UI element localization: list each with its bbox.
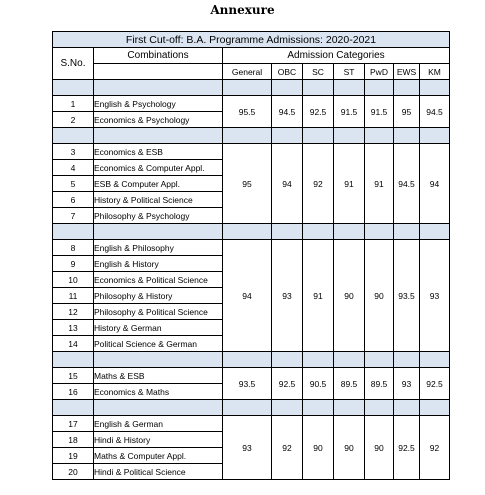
combination-cell: English & German — [94, 416, 223, 432]
cutoff-value-cell: 93.5 — [223, 368, 272, 400]
serial-number-cell: 14 — [53, 336, 94, 352]
category-header: SC — [303, 64, 334, 80]
separator-cell — [53, 80, 94, 96]
separator-cell — [303, 352, 334, 368]
separator-cell — [272, 400, 303, 416]
admission-categories-header: Admission Categories — [223, 48, 450, 64]
cutoff-value-cell: 91.5 — [334, 96, 365, 128]
serial-number-cell: 18 — [53, 432, 94, 448]
separator-cell — [420, 400, 450, 416]
category-header: PwD — [365, 64, 394, 80]
combination-cell: Hindi & Political Science — [94, 464, 223, 480]
serial-number-cell: 19 — [53, 448, 94, 464]
combination-cell: ESB & Computer Appl. — [94, 176, 223, 192]
table-title: First Cut-off: B.A. Programme Admissions: 2020-2021 — [53, 32, 450, 48]
serial-number-cell: 12 — [53, 304, 94, 320]
separator-cell — [94, 80, 223, 96]
combination-cell: English & Psychology — [94, 96, 223, 112]
cutoff-value-cell: 90 — [334, 416, 365, 480]
cutoff-value-cell: 92 — [272, 416, 303, 480]
separator-cell — [94, 352, 223, 368]
separator-cell — [334, 128, 365, 144]
cutoff-value-cell: 93.5 — [394, 240, 420, 352]
cutoff-value-cell: 92.5 — [394, 416, 420, 480]
table-row — [53, 144, 450, 160]
combination-cell: History & Political Science — [94, 192, 223, 208]
cutoff-value-cell: 90 — [365, 240, 394, 352]
cutoff-value-cell: 92.5 — [303, 96, 334, 128]
cutoff-value-cell: 95 — [394, 96, 420, 128]
separator-cell — [334, 352, 365, 368]
separator-cell — [272, 128, 303, 144]
serial-number-cell: 15 — [53, 368, 94, 384]
group-separator-row — [53, 352, 450, 368]
cutoff-value-cell: 91 — [334, 144, 365, 224]
separator-cell — [334, 224, 365, 240]
combination-cell: Economics & Maths — [94, 384, 223, 400]
serial-number-cell: 5 — [53, 176, 94, 192]
separator-cell — [365, 80, 394, 96]
cutoff-value-cell: 93 — [223, 416, 272, 480]
combination-cell: English & Philosophy — [94, 240, 223, 256]
separator-cell — [365, 352, 394, 368]
serial-number-cell: 13 — [53, 320, 94, 336]
combination-cell: Economics & Computer Appl. — [94, 160, 223, 176]
separator-cell — [223, 352, 272, 368]
cutoff-value-cell: 89.5 — [365, 368, 394, 400]
separator-cell — [394, 352, 420, 368]
separator-cell — [303, 400, 334, 416]
group-separator-row — [53, 80, 450, 96]
separator-cell — [365, 400, 394, 416]
separator-cell — [334, 400, 365, 416]
separator-cell — [223, 400, 272, 416]
category-header: EWS — [394, 64, 420, 80]
cutoff-value-cell: 94.5 — [272, 96, 303, 128]
combination-cell: Philosophy & Psychology — [94, 208, 223, 224]
table-row — [53, 368, 450, 384]
separator-cell — [94, 400, 223, 416]
sno-header: S.No. — [53, 48, 94, 80]
separator-cell — [420, 352, 450, 368]
cutoff-value-cell: 95.5 — [223, 96, 272, 128]
separator-cell — [303, 80, 334, 96]
separator-cell — [53, 400, 94, 416]
cutoff-value-cell: 94 — [272, 144, 303, 224]
combination-cell: English & History — [94, 256, 223, 272]
separator-cell — [420, 224, 450, 240]
combination-cell: Economics & Psychology — [94, 112, 223, 128]
combination-cell: Political Science & German — [94, 336, 223, 352]
separator-cell — [94, 224, 223, 240]
table-row — [53, 416, 450, 432]
separator-cell — [394, 400, 420, 416]
cutoff-value-cell: 91 — [303, 240, 334, 352]
page-heading: Annexure — [210, 3, 275, 17]
serial-number-cell: 10 — [53, 272, 94, 288]
cutoff-value-cell: 94.5 — [420, 96, 450, 128]
cutoff-value-cell: 94 — [223, 240, 272, 352]
category-header: ST — [334, 64, 365, 80]
separator-cell — [223, 128, 272, 144]
category-header: OBC — [272, 64, 303, 80]
cutoff-value-cell: 94 — [420, 144, 450, 224]
cutoff-value-cell: 90 — [365, 416, 394, 480]
cutoff-value-cell: 93 — [394, 368, 420, 400]
separator-cell — [420, 128, 450, 144]
separator-cell — [303, 224, 334, 240]
serial-number-cell: 3 — [53, 144, 94, 160]
separator-cell — [53, 128, 94, 144]
separator-cell — [272, 80, 303, 96]
cutoff-value-cell: 95 — [223, 144, 272, 224]
combination-cell: Economics & Political Science — [94, 272, 223, 288]
separator-cell — [272, 224, 303, 240]
serial-number-cell: 4 — [53, 160, 94, 176]
serial-number-cell: 7 — [53, 208, 94, 224]
combination-cell: Maths & Computer Appl. — [94, 448, 223, 464]
table-row — [53, 96, 450, 112]
separator-cell — [223, 80, 272, 96]
serial-number-cell: 9 — [53, 256, 94, 272]
separator-cell — [394, 224, 420, 240]
serial-number-cell: 11 — [53, 288, 94, 304]
serial-number-cell: 17 — [53, 416, 94, 432]
serial-number-cell: 2 — [53, 112, 94, 128]
serial-number-cell: 16 — [53, 384, 94, 400]
category-header: General — [223, 64, 272, 80]
cutoff-value-cell: 90 — [334, 240, 365, 352]
combination-cell: History & German — [94, 320, 223, 336]
category-header: KM — [420, 64, 450, 80]
cutoff-value-cell: 90 — [303, 416, 334, 480]
cutoff-value-cell: 91.5 — [365, 96, 394, 128]
cutoff-value-cell: 92.5 — [272, 368, 303, 400]
separator-cell — [394, 80, 420, 96]
serial-number-cell: 8 — [53, 240, 94, 256]
combination-cell: Economics & ESB — [94, 144, 223, 160]
separator-cell — [394, 128, 420, 144]
combination-cell: Hindi & History — [94, 432, 223, 448]
table-row — [53, 240, 450, 256]
combinations-header: Combinations — [94, 48, 223, 64]
separator-cell — [53, 224, 94, 240]
separator-cell — [53, 352, 94, 368]
combinations-subheader-blank — [94, 64, 223, 80]
separator-cell — [223, 224, 272, 240]
cutoff-value-cell: 92 — [303, 144, 334, 224]
cutoff-value-cell: 89.5 — [334, 368, 365, 400]
serial-number-cell: 6 — [53, 192, 94, 208]
cutoff-value-cell: 94.5 — [394, 144, 420, 224]
separator-cell — [420, 80, 450, 96]
combination-cell: Philosophy & Political Science — [94, 304, 223, 320]
group-separator-row — [53, 224, 450, 240]
serial-number-cell: 1 — [53, 96, 94, 112]
cutoff-value-cell: 92 — [420, 416, 450, 480]
cutoff-value-cell: 93 — [420, 240, 450, 352]
group-separator-row — [53, 400, 450, 416]
separator-cell — [303, 128, 334, 144]
cutoff-value-cell: 90.5 — [303, 368, 334, 400]
separator-cell — [94, 128, 223, 144]
separator-cell — [365, 224, 394, 240]
combination-cell: Philosophy & History — [94, 288, 223, 304]
cutoff-value-cell: 93 — [272, 240, 303, 352]
separator-cell — [334, 80, 365, 96]
combination-cell: Maths & ESB — [94, 368, 223, 384]
separator-cell — [272, 352, 303, 368]
separator-cell — [365, 128, 394, 144]
group-separator-row — [53, 128, 450, 144]
cutoff-value-cell: 92.5 — [420, 368, 450, 400]
cutoff-value-cell: 91 — [365, 144, 394, 224]
serial-number-cell: 20 — [53, 464, 94, 480]
cutoff-table — [52, 31, 450, 480]
